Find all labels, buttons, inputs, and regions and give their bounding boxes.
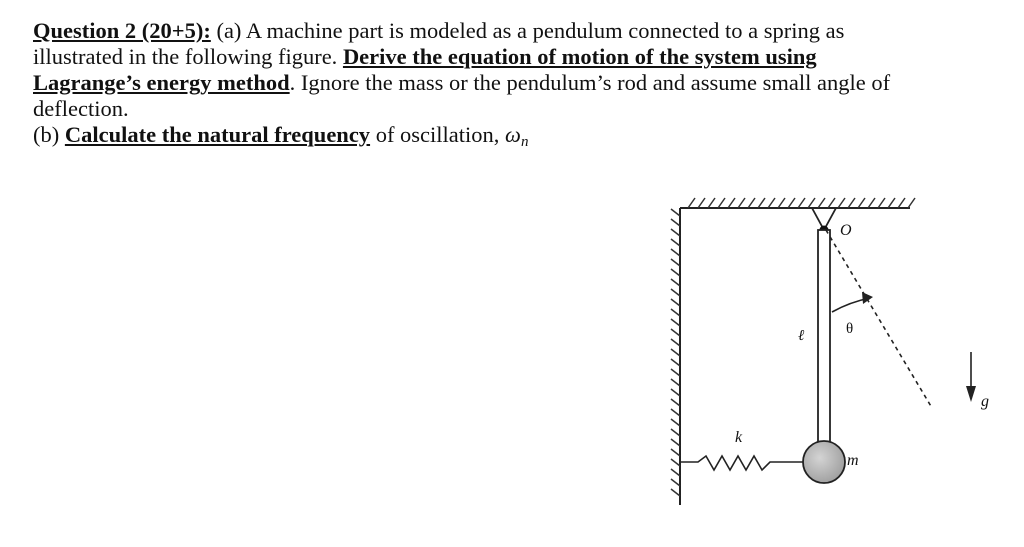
wall-support xyxy=(671,208,680,505)
pendulum-spring-figure xyxy=(640,180,1010,510)
angle-label: θ xyxy=(846,321,854,337)
mass-label: m xyxy=(847,452,859,469)
line3-text: . Ignore the mass or the pendulum’s rod and assume small angle of xyxy=(289,70,891,95)
question-line-5 xyxy=(33,122,993,155)
question-heading: Question 2 (20+5): xyxy=(33,18,211,43)
deflected-position-line xyxy=(826,230,932,408)
lagrange-method: Lagrange’s energy method xyxy=(33,70,290,95)
natural-frequency-instruction: Calculate the natural frequency xyxy=(64,122,371,147)
omega-symbol: ω xyxy=(505,122,521,147)
theta-arrowhead xyxy=(862,292,873,304)
question-line-1 xyxy=(33,18,993,44)
derive-instruction: Derive the equation of motion of the system using xyxy=(342,44,817,69)
pendulum-mass xyxy=(803,441,845,483)
length-label: ℓ xyxy=(798,328,805,344)
pendulum-rod xyxy=(818,230,830,458)
pivot-label: O xyxy=(840,222,852,239)
part-b-text: of oscillation, xyxy=(375,122,500,147)
line1-text: A machine part is modeled as a pendulum connected to a spring as xyxy=(245,18,845,43)
spring xyxy=(680,456,804,470)
spring-label: k xyxy=(735,429,743,446)
ceiling-support xyxy=(680,198,915,208)
omega-n xyxy=(505,122,529,150)
part-b-label: (b) xyxy=(33,122,60,147)
line2-text: illustrated in the following figure. xyxy=(33,44,338,69)
question-line-4 xyxy=(33,96,993,122)
question-line-2 xyxy=(33,44,993,70)
gravity-label: g xyxy=(981,393,989,410)
question-line-3 xyxy=(33,70,993,96)
omega-subscript: n xyxy=(520,134,529,150)
line4-text: deflection. xyxy=(33,96,129,121)
question-text xyxy=(33,18,993,155)
part-a-label: (a) xyxy=(216,18,242,43)
gravity-arrow xyxy=(966,352,976,402)
